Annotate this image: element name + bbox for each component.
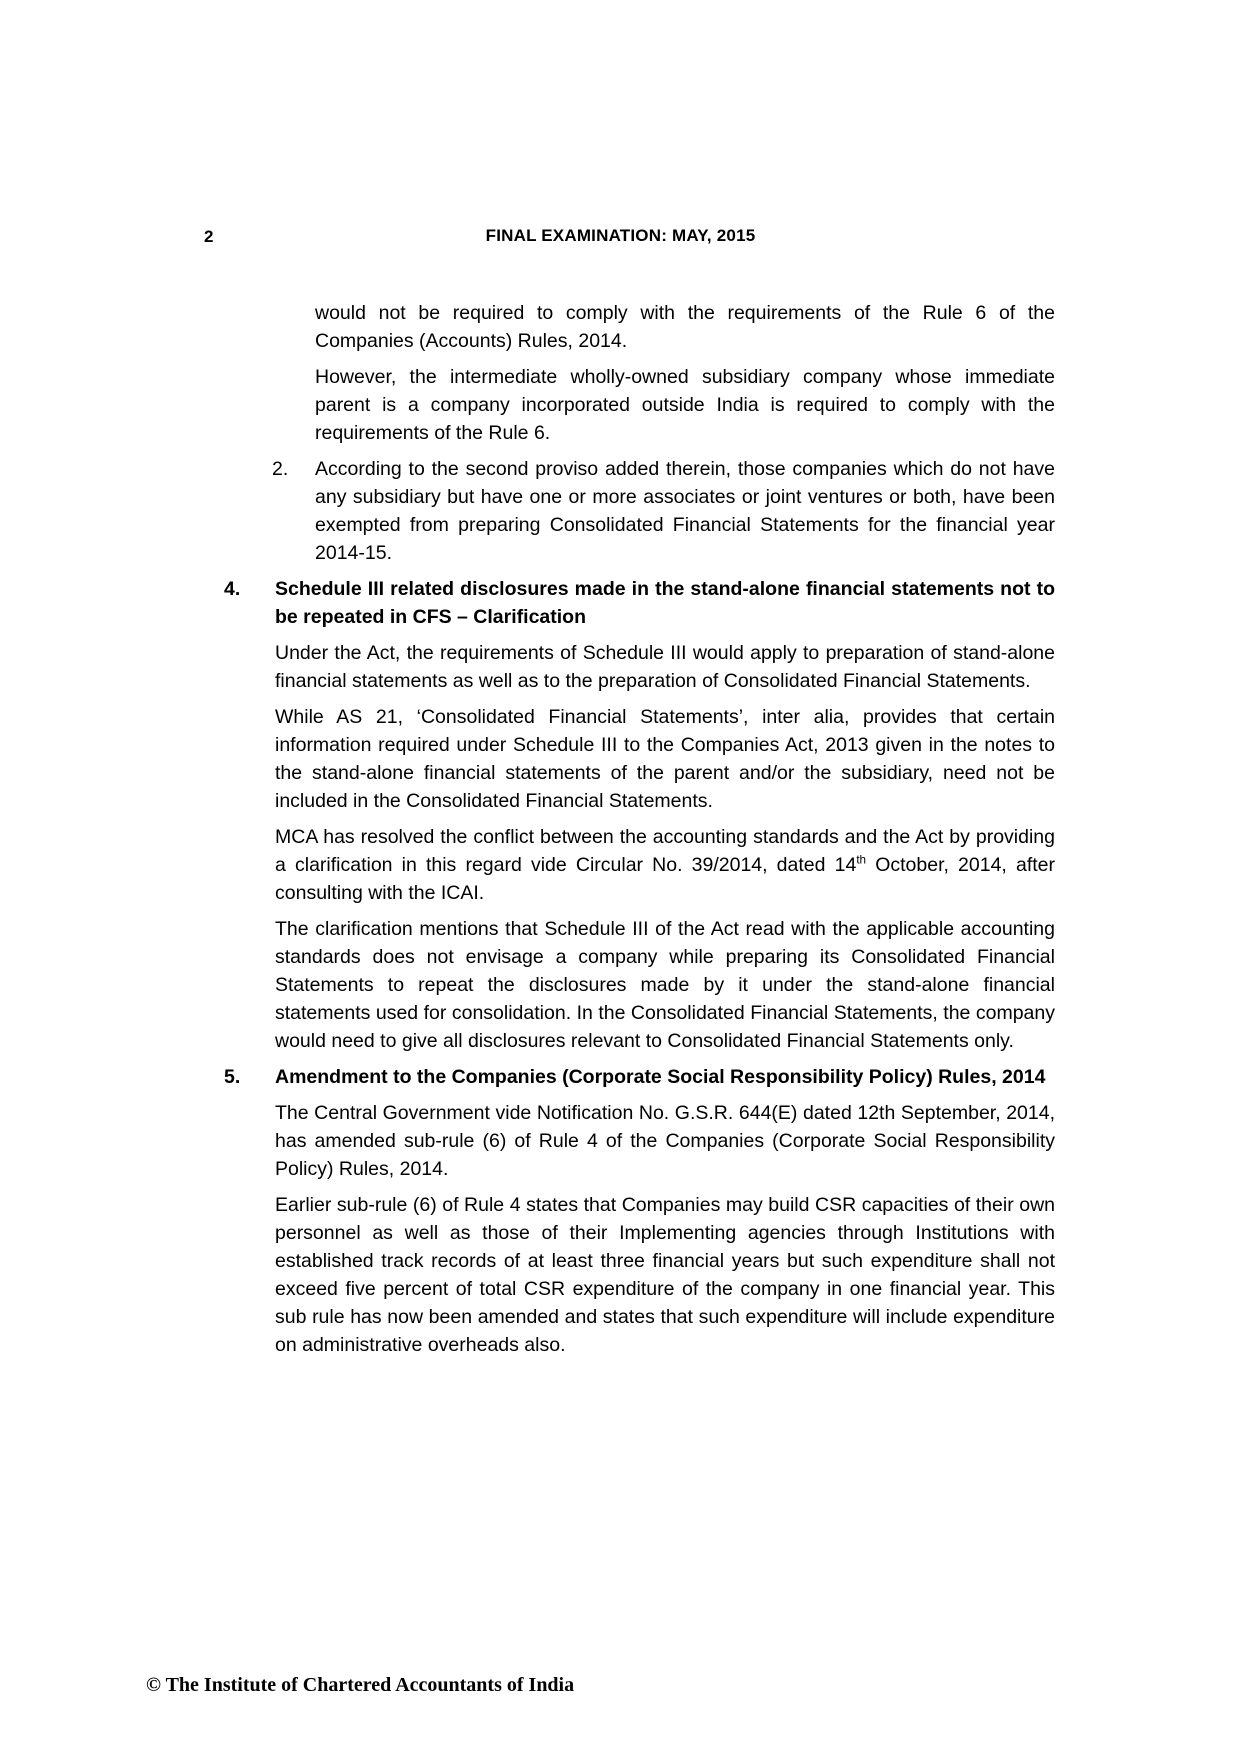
paragraph-text: Earlier sub-rule (6) of Rule 4 states that Companies may build CSR capacities of their own personnel as well as those of their Implementing agencies through Institutions with established track records of at least three financial years but such expenditure shall not exceed five percent of total CSR expenditure of the company in one financial year. This sub rule has now been amended and states that such expenditure will include expenditure on administrative overheads also. — [275, 1194, 1055, 1356]
paragraph-text: The Central Government vide Notification No. G.S.R. 644(E) dated 12th September, 2014, has amended sub-rule (6) of Rule 4 of the Companies (Corporate Social Responsibility Policy) Rules, 2014. — [275, 1102, 1055, 1180]
paragraph-text: However, the intermediate wholly-owned subsidiary company whose immediate parent is a company incorporated outside India is required to comply with the requirements of the Rule 6. — [315, 366, 1055, 444]
section-heading — [224, 575, 1055, 631]
paragraph-text: MCA has resolved the conflict between the accounting standards and the Act by providing a clarification in this regard vide Circular No. 39/2014, dated 14th October, 2014, after consulting with the ICAI. — [275, 826, 1055, 904]
section-heading — [224, 1063, 1055, 1091]
heading-text: Schedule III related disclosures made in the stand-alone financial statements not to be repeated in CFS – Clarification — [275, 578, 1055, 628]
paragraph-text: would not be required to comply with the requirements of the Rule 6 of the Companies (Accounts) Rules, 2014. — [315, 302, 1055, 352]
copyright-footer: © The Institute of Chartered Accountants of India — [146, 1674, 575, 1696]
paragraph-text: The clarification mentions that Schedule III of the Act read with the applicable accounting standards does not envisage a company while preparing its Consolidated Financial Statements to repeat the disclosures made by it under the stand-alone financial statements used for consolidation. In the Consolidated Financial Statements, the company would need to give all disclosures relevant to Consolidated Financial Statements only. — [275, 918, 1055, 1052]
item-number: 4. — [224, 578, 241, 600]
page-number: 2 — [204, 227, 214, 246]
paragraph — [224, 703, 1055, 815]
numbered-item — [224, 455, 1055, 567]
paragraph — [224, 915, 1055, 1055]
paragraph — [224, 1099, 1055, 1183]
page-header — [0, 226, 1241, 250]
paragraph-text: Under the Act, the requirements of Schedule III would apply to preparation of stand-alone financial statements as well as to the preparation of Consolidated Financial Statements. — [275, 642, 1055, 692]
paragraph — [224, 1191, 1055, 1359]
paragraph — [224, 639, 1055, 695]
paragraph — [224, 299, 1055, 355]
item-number: 2. — [272, 458, 289, 480]
document-body — [224, 299, 1055, 1359]
paragraph — [224, 823, 1055, 907]
item-number: 5. — [224, 1066, 241, 1088]
paragraph-text: While AS 21, ‘Consolidated Financial Statements’, inter alia, provides that certain information required under Schedule III to the Companies Act, 2013 given in the notes to the stand-alone financial statements of the parent and/or the subsidiary, need not be included in the Consolidated Financial Statements. — [275, 706, 1055, 812]
paragraph — [224, 363, 1055, 447]
heading-text: Amendment to the Companies (Corporate Social Responsibility Policy) Rules, 2014 — [275, 1066, 1046, 1088]
paragraph-text: According to the second proviso added therein, those companies which do not have any subsidiary but have one or more associates or joint ventures or both, have been exempted from preparing Consolidated Financial Statements for the financial year 2014-15. — [315, 458, 1055, 564]
header-title: FINAL EXAMINATION: MAY, 2015 — [485, 226, 756, 245]
